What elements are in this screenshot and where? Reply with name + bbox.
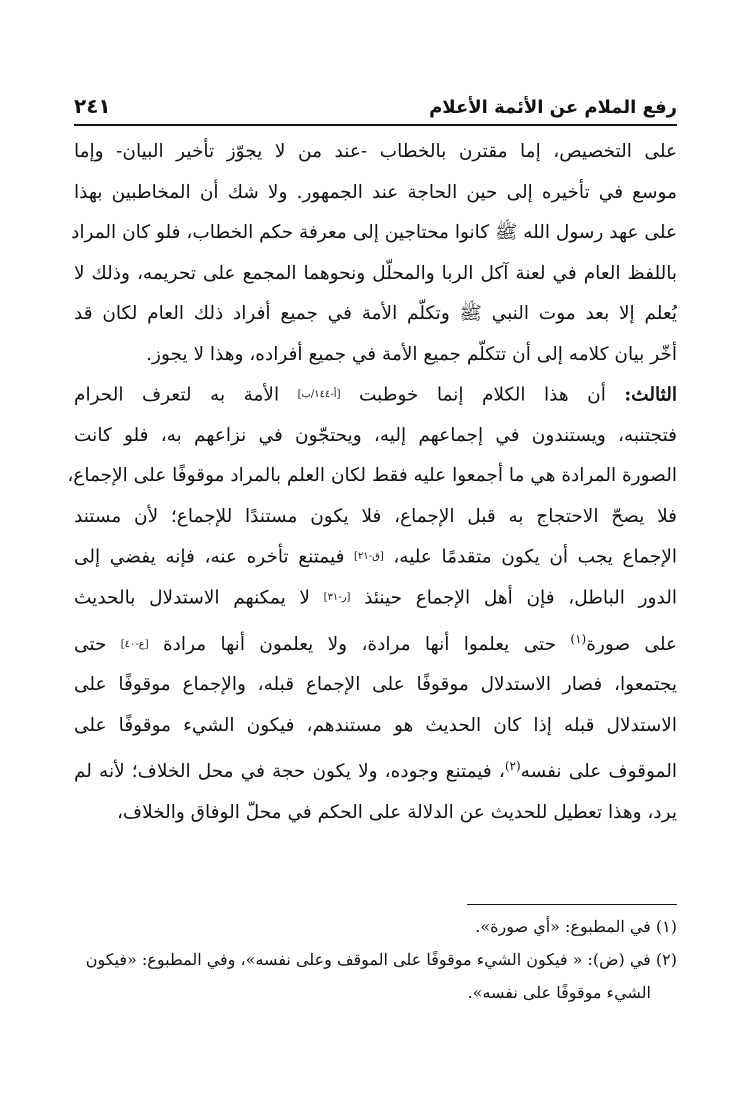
paragraph-third-line [74,375,677,416]
manuscript-marker: [ع-٤٠] [120,638,149,650]
page-number: ٢٤١ [74,94,111,118]
text-line: يرد، وهذا تعطيل للحديث عن الدلالة على الحكم في محلّ الوفاق والخلاف، [116,802,677,824]
footnote-separator [467,904,677,905]
text-line: فلا يصحّ الاحتجاج به قبل الإجماع، فلا يكون مستندًا للإجماع؛ لأن مستند [74,505,677,527]
page-header [74,82,677,118]
text-line: على عهد رسول الله ﷺ كانوا محتاجين إلى معرفة حكم الخطاب، فلو كان المراد [71,222,677,243]
section-lead-third: الثالث: [624,384,677,406]
footnote-2-continued: الشيء موقوفًا على نفسه». [467,983,651,1002]
text-fragment: الإجماع يجب أن يكون متقدمًا عليه، [383,546,678,568]
manuscript-marker: [ق-٢١] [354,551,384,563]
header-rule [74,124,677,126]
text-line: الصورة المرادة هي ما أجمعوا عليه فقط لكان العلم بالمراد موقوفًا على الإجماع، [67,465,677,487]
footnote-1: (١) في المطبوع: «أي صورة». [475,917,677,936]
text-fragment: حتى [74,633,121,655]
text-line [74,578,677,619]
footnote-ref-1[interactable]: (١) [570,631,587,646]
running-title: رفع الملام عن الأئمة الأعلام [429,97,677,118]
text-line [74,619,677,666]
text-fragment: لا يمكنهم الاستدلال بالحديث [74,587,324,609]
text-fragment: أن هذا الكلام إنما خوطبت [340,384,625,406]
text-line: فتجتنبه، ويستندون في إجماعهم إليه، ويحتجّون في نزاعهم به، فلو كانت [74,424,677,446]
manuscript-marker: [أ-١٤٤/ب] [297,389,341,400]
text-fragment: ، فيمتنع وجوده، ولا يكون حجة في محل الخلاف؛ لأنه لم [74,761,505,783]
manuscript-marker: [ر-٣١] [323,592,351,603]
footnote-ref-2[interactable]: (٢) [504,759,521,774]
text-fragment: الأمة به لتعرف الحرام [74,384,298,406]
footnotes [74,910,677,1009]
text-fragment: على صورة [586,633,677,655]
text-line: باللفظ العام في لعنة آكل الربا والمحلّل ونحوهما المجمع على تحريمه، وذلك لا [74,262,677,284]
main-text [67,132,678,834]
text-line: يُعلم إلا بعد موت النبي ﷺ وتكلّم الأمة في جميع أفراد ذلك العام لكان قد [74,303,677,324]
text-fragment: حتى يعلموا أنها مرادة، ولا يعلمون أنها مرادة [148,633,571,655]
footnote-2: (٢) في (ض): « فيكون الشيء موقوفًا على الموقف وعلى نفسه»، وفي المطبوع: «فيكون [85,950,677,969]
text-line: يجتمعوا، فصار الاستدلال موقوفًا على الإجماع قبله، والإجماع موقوفًا على [74,674,677,696]
text-line [74,746,677,793]
text-line: على التخصيص، إما مقترن بالخطاب -عند من لا يجوّز تأخير البيان- وإما [74,141,677,162]
text-line: موسع في تأخيره إلى حين الحاجة عند الجمهور. ولا شك أن المخاطبين بهذا [74,181,677,203]
text-line: الاستدلال قبله إذا كان الحديث هو مستندهم، فيكون الشيء موقوفًا على [74,714,677,736]
text-fragment: فيمتنع تأخره عنه، فإنه يفضي إلى [74,546,355,568]
text-fragment: الدور الباطل، فإن أهل الإجماع حينئذ [350,587,677,609]
text-line [74,537,677,578]
text-fragment: الموقوف على نفسه [520,761,677,783]
text-line: أخّر بيان كلامه إلى أن تتكلّم جميع الأمة في جميع أفراده، وهذا لا يجوز. [146,343,677,365]
